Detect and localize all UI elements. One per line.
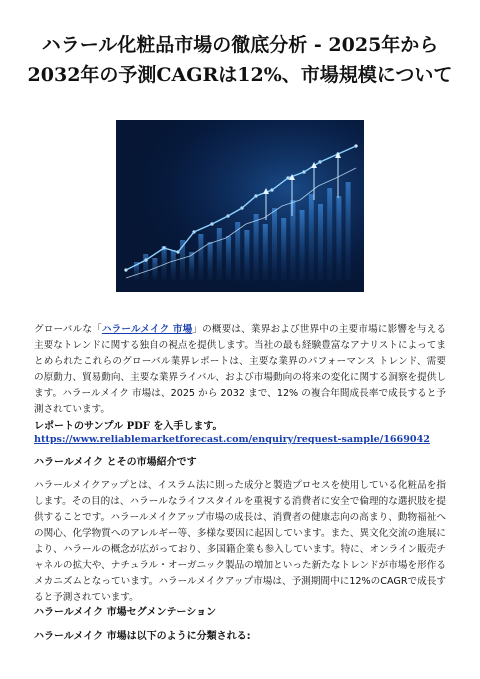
hero-bar xyxy=(198,234,203,280)
hero-bar xyxy=(208,242,213,280)
intro-heading: ハラールメイク とその市場紹介です xyxy=(34,457,197,468)
title-line-2: 2032年の予測CAGRは12%、市場規模について xyxy=(27,64,453,86)
hero-bar xyxy=(254,214,259,280)
sample-label: レポートのサンプル PDF を入手します。 xyxy=(34,421,223,432)
hero-bar xyxy=(290,200,295,280)
classification-heading: ハラールメイク 市場は以下のように分類される: xyxy=(34,631,251,642)
hero-bar xyxy=(327,188,332,280)
hero-bar xyxy=(244,230,249,280)
hero-chart-graphic xyxy=(116,120,364,292)
hero-bar xyxy=(263,224,268,280)
title-line-1: ハラール化粧品市場の徹底分析 - 2025年から xyxy=(41,34,439,56)
hero-bar xyxy=(143,254,148,280)
hero-bar xyxy=(162,246,167,280)
market-link[interactable]: ハラールメイク 市場 xyxy=(101,324,193,335)
hero-bar xyxy=(217,228,222,280)
hero-bar xyxy=(272,208,277,280)
intro-after-link: 」の概要は、業界および世界中の主要市場に影響を与える主要なトレンドに関する独自の視点を提供します。当社の最も経験豊富なアナリストによってまとめられたこれらのグローバル業界レポートは、主要な業界のパフォーマンス トレンド、需要の原動力、貿易動向、主要な業界ライバル、および市場動向の将来の変化に関する洞察を提供します。ハラールメイク 市場は、2025 から 2032 まで、12% の複合年間成長率で成長すると予測されています。 xyxy=(34,324,446,415)
market-paragraph: ハラールメイクアップとは、イスラム法に則った成分と製造プロセスを使用している化粧品を指します。その目的は、ハラールなライフスタイルを重視する消費者に安全で倫理的な選択肢を提供することです。ハラールメイクアップ市場の成長は、消費者の健康志向の高まり、動物福祉への関心、化学物質へのアレルギー等、多様な要因に起因しています。また、異文化交流の進展により、ハラールの概念が広がっており、多国籍企業も参入しています。特に、オンライン販売チャネルの拡大や、ナチュラル・オーガニック製品の増加といった新たなトレンドが市場を形作るメカニズムとなっています。ハラールメイクアップ市場は、予測期間中に12%のCAGRで成長すると予測されています。 xyxy=(34,480,446,603)
hero-bar xyxy=(226,236,231,280)
page-title xyxy=(20,30,460,90)
segmentation-heading: ハラールメイク 市場セグメンテーション xyxy=(34,607,217,618)
hero-bar xyxy=(318,204,323,280)
hero-bar xyxy=(300,210,305,280)
hero-bar xyxy=(309,194,314,280)
hero-bar xyxy=(336,196,341,280)
intro-before-link: グローバルな「 xyxy=(34,324,102,335)
intro-paragraph xyxy=(34,322,446,415)
hero-chart-image xyxy=(116,120,364,292)
sample-request-link[interactable]: https://www.reliablemarketforecast.com/enquiry/request-sample/1669042 xyxy=(34,434,430,445)
hero-bar xyxy=(346,182,351,280)
hero-bar xyxy=(171,250,176,280)
hero-bar xyxy=(281,218,286,280)
